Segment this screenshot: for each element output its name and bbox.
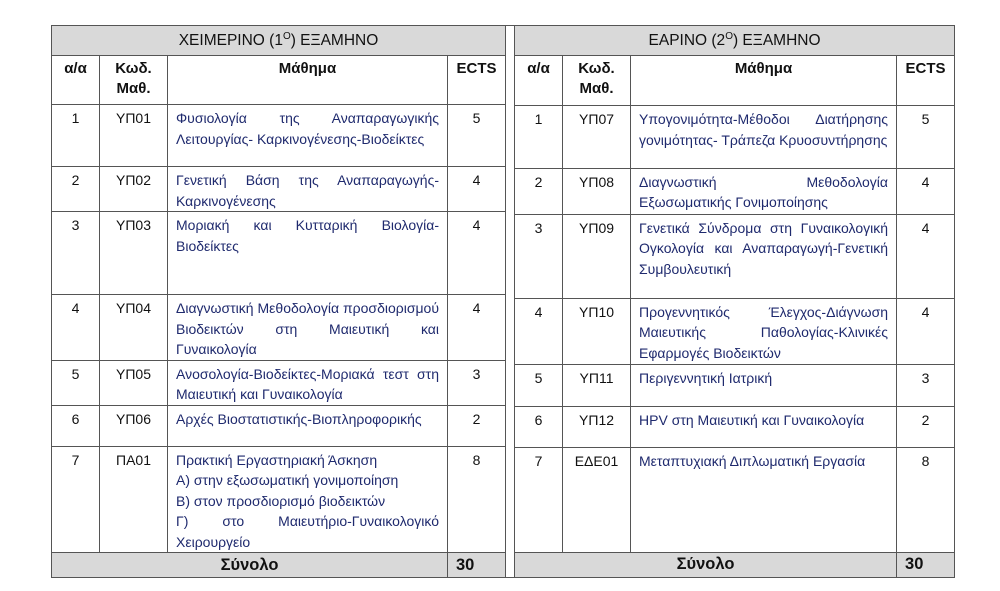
course-name [168, 360, 448, 405]
course-code: ΥΠ08 [563, 168, 631, 214]
course-code: ΕΔΕ01 [563, 448, 631, 552]
winter-semester-table [51, 25, 506, 578]
course-name-line: Υπογονιμότητα-Μέθοδοι Διατήρησης γονιμότητας- Τράπεζα Κρυοσυντήρησης [639, 111, 889, 148]
row-number: 2 [515, 168, 563, 214]
table-row [515, 168, 955, 214]
course-name-line: Μοριακή και Κυτταρική Βιολογία-Βιοδείκτες [176, 217, 439, 254]
table-row [52, 167, 506, 212]
course-name [168, 405, 448, 446]
table-row [52, 212, 506, 295]
semester-title-superscript: Ο [282, 30, 291, 42]
row-number: 3 [52, 212, 100, 295]
course-ects: 4 [897, 214, 955, 298]
row-number: 4 [52, 295, 100, 361]
course-name [631, 448, 897, 552]
course-name [631, 214, 897, 298]
table-row [515, 406, 955, 448]
course-ects: 3 [897, 365, 955, 407]
row-number: 4 [515, 298, 563, 364]
table-row [52, 446, 506, 553]
course-name-line: Γενετική Βάση της Αναπαραγωγής-Καρκινογένεσης [176, 172, 439, 209]
semester-title-row [52, 26, 506, 56]
semester-title-superscript: Ο [725, 31, 733, 43]
table-row [515, 214, 955, 298]
table-gap [506, 25, 514, 578]
course-code: ΥΠ10 [563, 298, 631, 364]
course-code: ΠΑ01 [100, 446, 168, 553]
row-number: 1 [515, 106, 563, 169]
table-row [52, 295, 506, 361]
course-code: ΥΠ05 [100, 360, 168, 405]
course-code: ΥΠ01 [100, 105, 168, 167]
course-name-line: Διαγνωστική Μεθοδολογία προσδιορισμού Βιοδεικτών στη Μαιευτική και Γυναικολογία [176, 300, 439, 357]
semester-title-tail: ) ΕΞΑΜΗΝΟ [732, 32, 821, 50]
course-ects: 4 [448, 212, 506, 295]
header-course-code: Κωδ. Μαθ. [563, 56, 631, 106]
total-row [515, 552, 955, 577]
spring-semester-table [514, 25, 955, 578]
row-number: 6 [52, 405, 100, 446]
row-number: 3 [515, 214, 563, 298]
course-ects: 8 [448, 446, 506, 553]
table-row [515, 448, 955, 552]
course-code: ΥΠ06 [100, 405, 168, 446]
course-ects: 2 [897, 406, 955, 448]
row-number: 7 [52, 446, 100, 553]
total-label: Σύνολο [515, 552, 897, 577]
course-ects: 4 [897, 168, 955, 214]
semester-title [515, 26, 955, 56]
row-number: 2 [52, 167, 100, 212]
course-name-line: Γ) στο Μαιευτήριο-Γυναικολογικό Χειρουργείο [176, 513, 439, 550]
semester-title-text: ΕΑΡΙΝΟ (2 [648, 32, 726, 50]
course-code: ΥΠ12 [563, 406, 631, 448]
course-name [168, 446, 448, 553]
row-number: 6 [515, 406, 563, 448]
course-name [631, 365, 897, 407]
header-aa: α/α [52, 56, 100, 105]
header-aa: α/α [515, 56, 563, 106]
course-ects: 4 [448, 295, 506, 361]
course-code: ΥΠ04 [100, 295, 168, 361]
course-name [631, 406, 897, 448]
header-ects: ECTS [897, 56, 955, 106]
course-name-line: Β) στον προσδιορισμό βιοδεικτών [176, 492, 386, 509]
table-row [515, 365, 955, 407]
row-number: 5 [52, 360, 100, 405]
header-ects: ECTS [448, 56, 506, 105]
column-header-row [515, 56, 955, 106]
course-name-line: Ανοσολογία-Βιοδείκτες-Μοριακά τεστ στη Μαιευτική και Γυναικολογία [176, 365, 439, 402]
total-ects: 30 [448, 553, 506, 578]
course-name-line: Φυσιολογία της Αναπαραγωγικής Λειτουργίας- Καρκινογένεσης-Βιοδείκτες [176, 110, 439, 147]
course-code: ΥΠ11 [563, 365, 631, 407]
column-header-row [52, 56, 506, 105]
course-ects: 4 [897, 298, 955, 364]
course-name [631, 106, 897, 169]
total-row [52, 553, 506, 578]
course-ects: 5 [448, 105, 506, 167]
semester-title-tail: ) ΕΞΑΜΗΝΟ [290, 32, 379, 50]
table-row [52, 105, 506, 167]
total-label: Σύνολο [52, 553, 448, 578]
header-course: Μάθημα [168, 56, 448, 105]
course-name [168, 295, 448, 361]
course-name [631, 168, 897, 214]
table-row [515, 298, 955, 364]
course-name [631, 298, 897, 364]
course-ects: 5 [897, 106, 955, 169]
total-ects: 30 [897, 552, 955, 577]
course-ects: 4 [448, 167, 506, 212]
semester-title [52, 26, 506, 56]
course-name-line: Διαγνωστική Μεθοδολογία Εξωσωματικής Γονιμοποίησης [639, 173, 889, 211]
course-ects: 8 [897, 448, 955, 552]
row-number: 1 [52, 105, 100, 167]
table-row [515, 106, 955, 169]
course-ects: 2 [448, 405, 506, 446]
course-code: ΥΠ02 [100, 167, 168, 212]
course-name-line: Γενετικά Σύνδρομα στη Γυναικολογική Ογκολογία και Αναπαραγωγή-Γενετική Συμβουλευτική [639, 219, 889, 277]
row-number: 7 [515, 448, 563, 552]
course-name-line: Πρακτική Εργαστηριακή Άσκηση [176, 451, 378, 468]
course-name-line: Α) στην εξωσωματική γονιμοποίηση [176, 472, 399, 488]
course-name-line: Περιγεννητική Ιατρική [639, 370, 773, 387]
course-code: ΥΠ07 [563, 106, 631, 169]
course-name-line: Προγεννητικός Έλεγχος-Διάγνωση Μαιευτικής Παθολογίας-Κλινικές Εφαρμογές Βιοδεικτών [639, 303, 889, 361]
course-name-line: Αρχές Βιοστατιστικής-Βιοπληροφορικής [176, 410, 422, 427]
row-number: 5 [515, 365, 563, 407]
table-row [52, 405, 506, 446]
header-course-code: Κωδ. Μαθ. [100, 56, 168, 105]
course-name [168, 212, 448, 295]
course-code: ΥΠ03 [100, 212, 168, 295]
semester-title-row [515, 26, 955, 56]
course-name-line: HPV στη Μαιευτική και Γυναικολογία [639, 411, 865, 428]
course-code: ΥΠ09 [563, 214, 631, 298]
course-name-line: Μεταπτυχιακή Διπλωματική Εργασία [639, 453, 866, 470]
semester-title-text: ΧΕΙΜΕΡΙΝΟ (1 [178, 32, 283, 50]
header-course: Μάθημα [631, 56, 897, 106]
table-row [52, 360, 506, 405]
curriculum-tables [51, 25, 955, 578]
course-name [168, 105, 448, 167]
course-name [168, 167, 448, 212]
course-ects: 3 [448, 360, 506, 405]
